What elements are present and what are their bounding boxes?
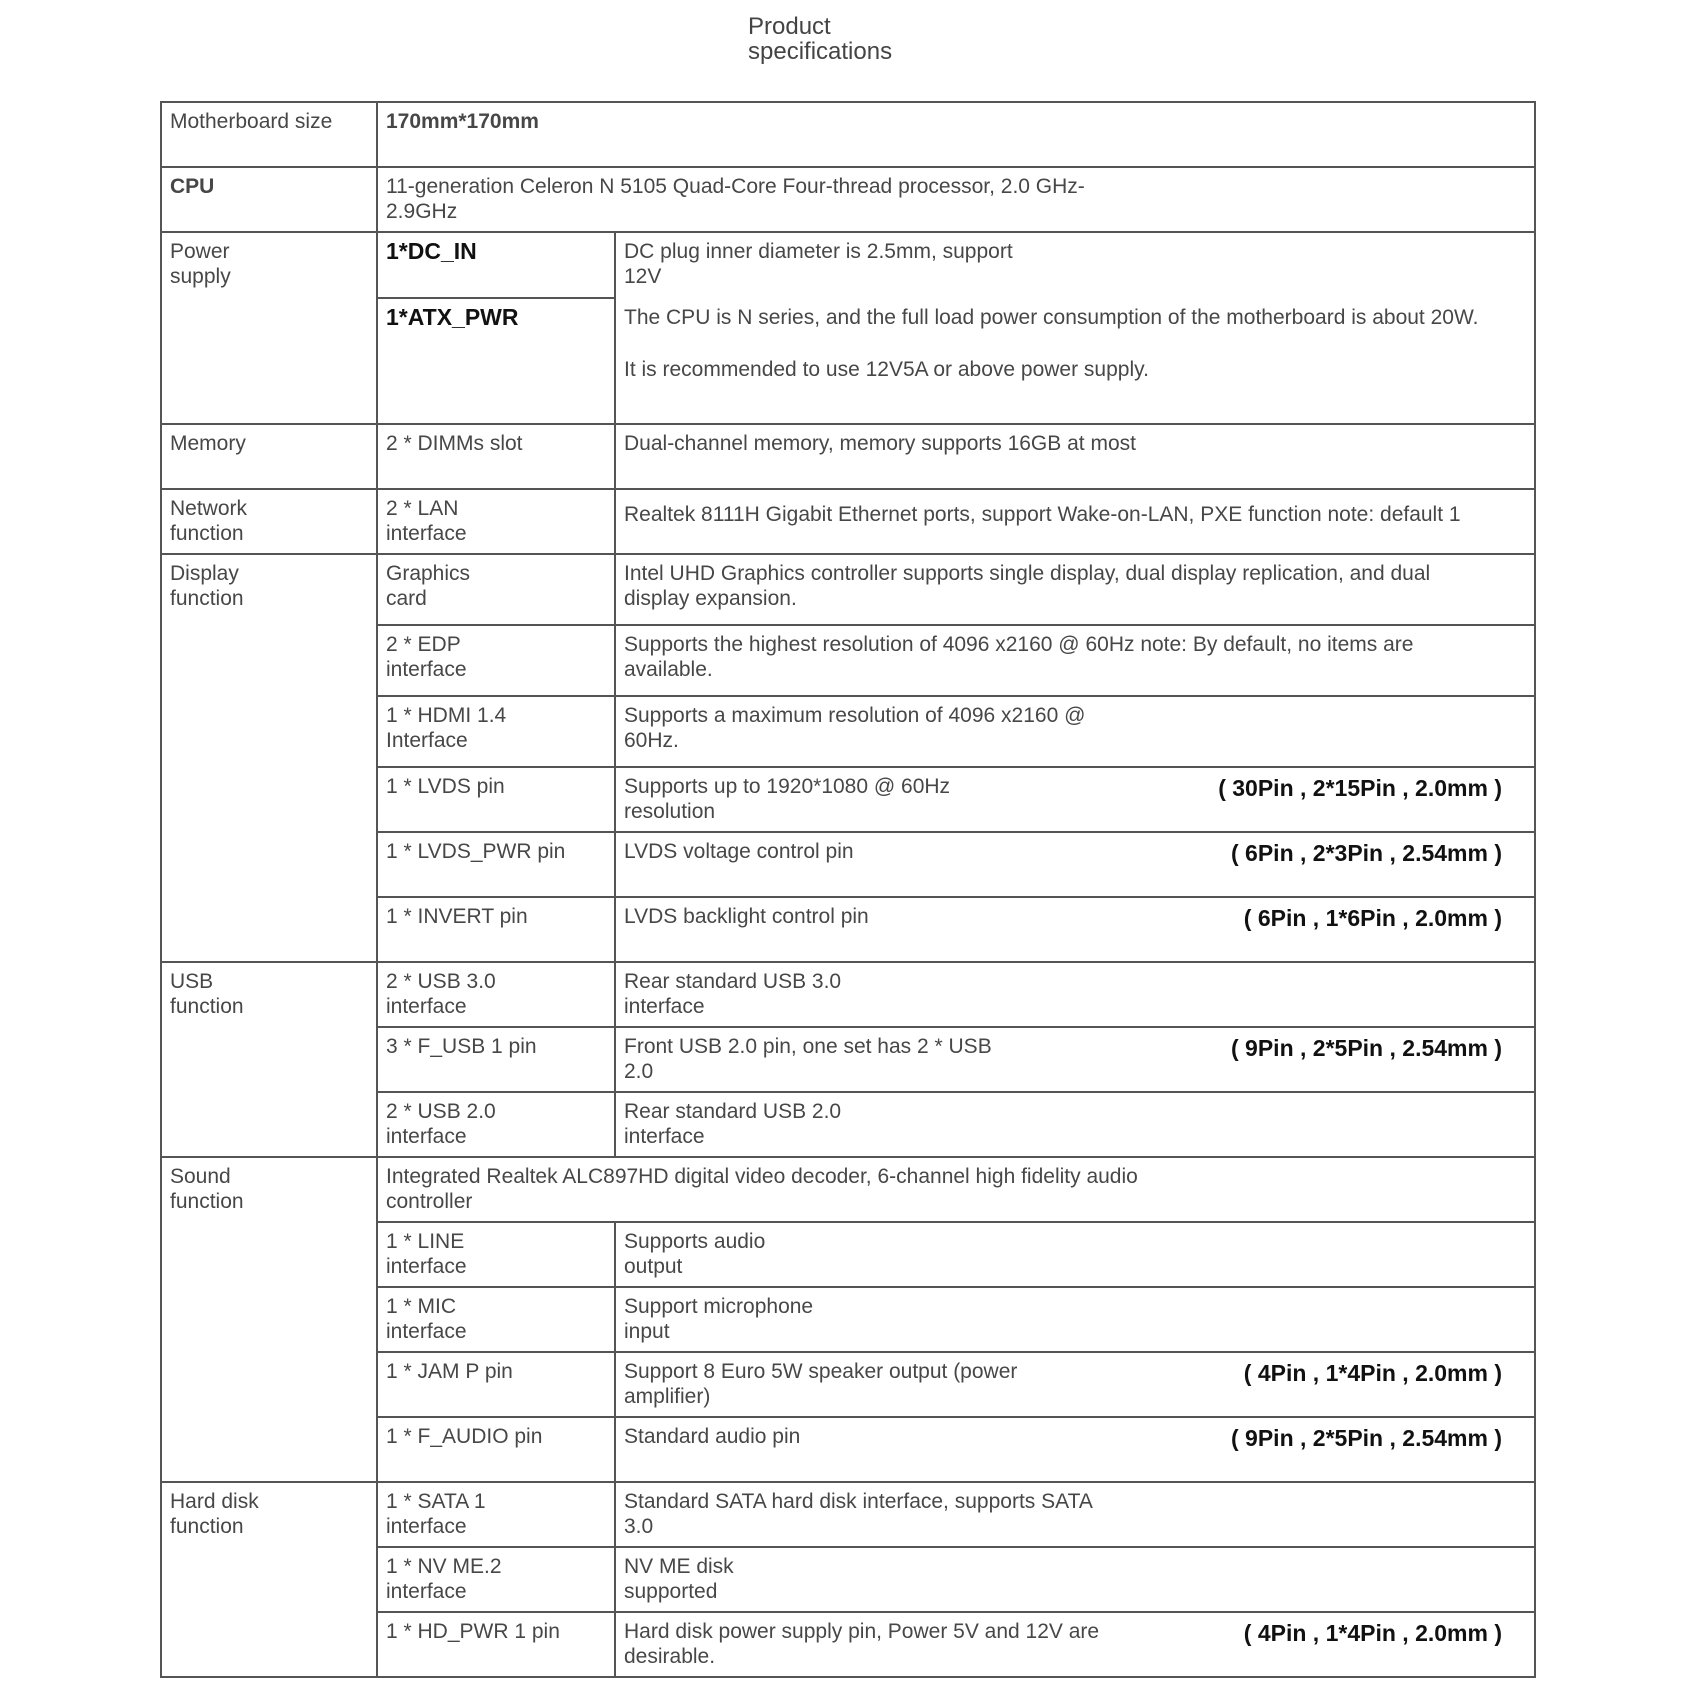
row-network xyxy=(161,489,1535,554)
display-pin-lvds-pwr: ( 6Pin , 2*3Pin , 2.54mm ) xyxy=(1231,840,1502,866)
sound-pin-faudio: ( 9Pin , 2*5Pin , 2.54mm ) xyxy=(1231,1425,1502,1451)
power-line-1: DC plug inner diameter is 2.5mm, support 12V xyxy=(624,240,1013,288)
spec-table xyxy=(160,101,1536,1678)
power-desc xyxy=(615,232,1535,424)
row-display-graphics xyxy=(161,554,1535,625)
memory-desc: Dual-channel memory, memory supports 16GB at most xyxy=(615,424,1535,489)
power-items xyxy=(377,232,615,424)
display-desc-edp: Supports the highest resolution of 4096 x2160 @ 60Hz note: By default, no items are available. xyxy=(615,625,1535,696)
hd-item-sata: 1 * SATA 1 interface xyxy=(377,1482,615,1547)
sound-desc-line: Supports audio output xyxy=(615,1222,1535,1287)
label-sound: Sound function xyxy=(161,1157,377,1482)
value-cpu: 11-generation Celeron N 5105 Quad-Core Four-thread processor, 2.0 GHz-2.9GHz xyxy=(377,167,1535,232)
sound-desc-jamp: Support 8 Euro 5W speaker output (power amplifier) xyxy=(624,1360,1018,1408)
usb-desc-front: Front USB 2.0 pin, one set has 2 * USB 2.0 xyxy=(624,1035,992,1083)
hd-pin-pwr: ( 4Pin , 1*4Pin , 2.0mm ) xyxy=(1243,1620,1502,1646)
display-desc-lvds-pwr: LVDS voltage control pin xyxy=(624,840,854,863)
display-desc-lvds-cell xyxy=(615,767,1535,832)
power-line-2: The CPU is N series, and the full load power consumption of the motherboard is about 20W. xyxy=(624,306,1479,329)
sound-pin-jamp: ( 4Pin , 1*4Pin , 2.0mm ) xyxy=(1243,1360,1502,1386)
usb-desc-3: Rear standard USB 3.0 interface xyxy=(615,962,1535,1027)
network-item: 2 * LAN interface xyxy=(377,489,615,554)
label-motherboard-size: Motherboard size xyxy=(161,102,377,167)
usb-desc-front-cell xyxy=(615,1027,1535,1092)
display-item-graphics: Graphics card xyxy=(377,554,615,625)
sound-desc-faudio-cell xyxy=(615,1417,1535,1482)
sound-item-faudio: 1 * F_AUDIO pin xyxy=(377,1417,615,1482)
power-item-atx-pwr: 1*ATX_PWR xyxy=(378,297,614,423)
sound-desc-faudio: Standard audio pin xyxy=(624,1425,801,1448)
page-title: Product specifications xyxy=(748,13,893,65)
hd-desc-nvme: NV ME disk supported xyxy=(615,1547,1535,1612)
hd-desc-pwr: Hard disk power supply pin, Power 5V and 12V are desirable. xyxy=(624,1620,1100,1668)
display-item-lvds-pwr: 1 * LVDS_PWR pin xyxy=(377,832,615,897)
hd-desc-sata: Standard SATA hard disk interface, supports SATA 3.0 xyxy=(615,1482,1535,1547)
row-power-supply xyxy=(161,232,1535,424)
usb-item-2: 2 * USB 2.0 interface xyxy=(377,1092,615,1157)
usb-desc-2: Rear standard USB 2.0 interface xyxy=(615,1092,1535,1157)
display-desc-invert: LVDS backlight control pin xyxy=(624,905,869,928)
row-cpu xyxy=(161,167,1535,232)
value-motherboard-size: 170mm*170mm xyxy=(377,102,1535,167)
display-item-lvds: 1 * LVDS pin xyxy=(377,767,615,832)
sound-desc-jamp-cell xyxy=(615,1352,1535,1417)
label-cpu: CPU xyxy=(161,167,377,232)
power-item-dc-in: 1*DC_IN xyxy=(386,238,477,264)
display-item-hdmi: 1 * HDMI 1.4 Interface xyxy=(377,696,615,767)
sound-item-jamp: 1 * JAM P pin xyxy=(377,1352,615,1417)
row-motherboard-size xyxy=(161,102,1535,167)
row-usb-3 xyxy=(161,962,1535,1027)
display-desc-lvds: Supports up to 1920*1080 @ 60Hz resolution xyxy=(624,775,951,823)
display-item-edp: 2 * EDP interface xyxy=(377,625,615,696)
display-desc-invert-cell xyxy=(615,897,1535,962)
row-memory xyxy=(161,424,1535,489)
row-sound-summary xyxy=(161,1157,1535,1222)
display-item-invert: 1 * INVERT pin xyxy=(377,897,615,962)
label-harddisk: Hard disk function xyxy=(161,1482,377,1677)
label-power-supply: Power supply xyxy=(161,232,377,424)
sound-item-line: 1 * LINE interface xyxy=(377,1222,615,1287)
display-pin-invert: ( 6Pin , 1*6Pin , 2.0mm ) xyxy=(1243,905,1502,931)
display-pin-lvds: ( 30Pin , 2*15Pin , 2.0mm ) xyxy=(1218,775,1502,801)
memory-item: 2 * DIMMs slot xyxy=(377,424,615,489)
power-line-3: It is recommended to use 12V5A or above power supply. xyxy=(624,358,1149,381)
sound-item-mic: 1 * MIC interface xyxy=(377,1287,615,1352)
sound-summary: Integrated Realtek ALC897HD digital video decoder, 6-channel high fidelity audio controller xyxy=(377,1157,1535,1222)
display-desc-hdmi: Supports a maximum resolution of 4096 x2160 @ 60Hz. xyxy=(615,696,1535,767)
display-desc-lvds-pwr-cell xyxy=(615,832,1535,897)
usb-item-3: 2 * USB 3.0 interface xyxy=(377,962,615,1027)
display-desc-graphics: Intel UHD Graphics controller supports single display, dual display replication, and dual display expansion. xyxy=(615,554,1535,625)
usb-pin-front: ( 9Pin , 2*5Pin , 2.54mm ) xyxy=(1231,1035,1502,1061)
usb-item-front: 3 * F_USB 1 pin xyxy=(377,1027,615,1092)
hd-item-nvme: 1 * NV ME.2 interface xyxy=(377,1547,615,1612)
label-network: Network function xyxy=(161,489,377,554)
network-desc: Realtek 8111H Gigabit Ethernet ports, support Wake-on-LAN, PXE function note: default 1 xyxy=(615,489,1535,554)
label-display: Display function xyxy=(161,554,377,962)
row-hd-sata xyxy=(161,1482,1535,1547)
label-memory: Memory xyxy=(161,424,377,489)
hd-item-pwr: 1 * HD_PWR 1 pin xyxy=(377,1612,615,1677)
hd-desc-pwr-cell xyxy=(615,1612,1535,1677)
label-usb: USB function xyxy=(161,962,377,1157)
sound-desc-mic: Support microphone input xyxy=(615,1287,1535,1352)
